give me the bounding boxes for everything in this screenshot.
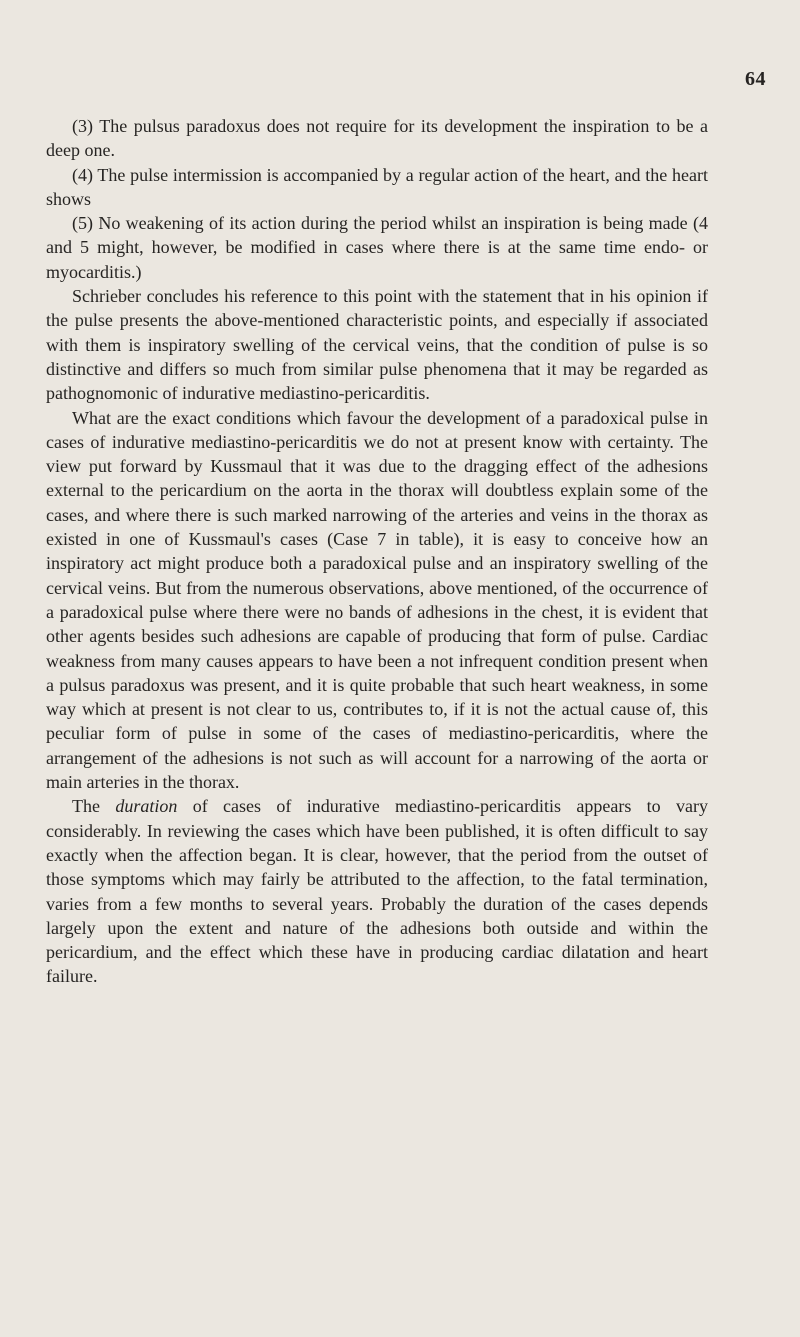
paragraph-criterion-5: (5) No weakening of its action during the period whilst an inspiration is being made (4 and 5 might, however, be modified in cases where there is at the same time endo- or myocarditis.) bbox=[46, 213, 708, 282]
paragraph-criterion-4: (4) The pulse intermission is accompanied by a regular action of the heart, and the heart shows bbox=[46, 164, 708, 209]
duration-lead: The bbox=[72, 796, 116, 817]
body-text bbox=[46, 114, 708, 989]
page-number: 64 bbox=[745, 68, 766, 90]
paragraph-duration bbox=[46, 794, 708, 988]
duration-emphasis: duration bbox=[115, 796, 178, 817]
duration-text: of cases of indurative mediastino-pericarditis appears to vary considerably. In reviewing the cases which have been published, it is often difficult to say exactly when the affection began. It is clear, however, that the period from the outset of those symptoms which may fairly be attributed to the affection, to the fatal termination, varies from a few months to several years. Probably the duration of the cases depends largely upon the extent and nature of the adhesions both outside and within the pericardium, and the effect which these have in producing cardiac dilatation and heart failure. bbox=[46, 796, 709, 987]
paragraph-schrieber-conclusion: Schrieber concludes his reference to this point with the statement that in his opinion if the pulse presents the above-mentioned characteristic points, and especially if associated with them is inspiratory swelling of the cervical veins, that the condition of pulse is so distinctive and differs so much from similar pulse phenomena that it may be regarded as pathognomonic of indurative mediastino-pericarditis. bbox=[46, 286, 708, 404]
paragraph-criterion-3: (3) The pulsus paradoxus does not require for its development the inspiration to be a deep one. bbox=[46, 116, 708, 161]
paragraph-paradoxical-pulse-conditions: What are the exact conditions which favour the development of a paradoxical pulse in cases of indurative mediastino-pericarditis we do not at present know with certainty. The view put forward by Kussmaul that it was due to the dragging effect of the adhesions external to the pericardium on the aorta in the thorax will doubtless explain some of the cases, and where there is such marked narrowing of the arteries and veins in the thorax as existed in one of Kussmaul's cases (Case 7 in table), it is easy to conceive how an inspiratory act might produce both a paradoxical pulse and an inspiratory swelling of the cervical veins. But from the numerous observations, above mentioned, of the occurrence of a paradoxical pulse where there were no bands of adhesions in the chest, it is evident that other agents besides such adhesions are capable of producing that form of pulse. Cardiac weakness from many causes appears to have been a not infrequent condition present when a pulsus paradoxus was present, and it is quite probable that such heart weakness, in some way which at present is not clear to us, contributes to, if it is not the actual cause of, this peculiar form of pulse in some of the cases of mediastino-pericarditis, where the arrangement of the adhesions is not such as will account for a narrowing of the aorta or main arteries in the thorax. bbox=[46, 407, 708, 793]
